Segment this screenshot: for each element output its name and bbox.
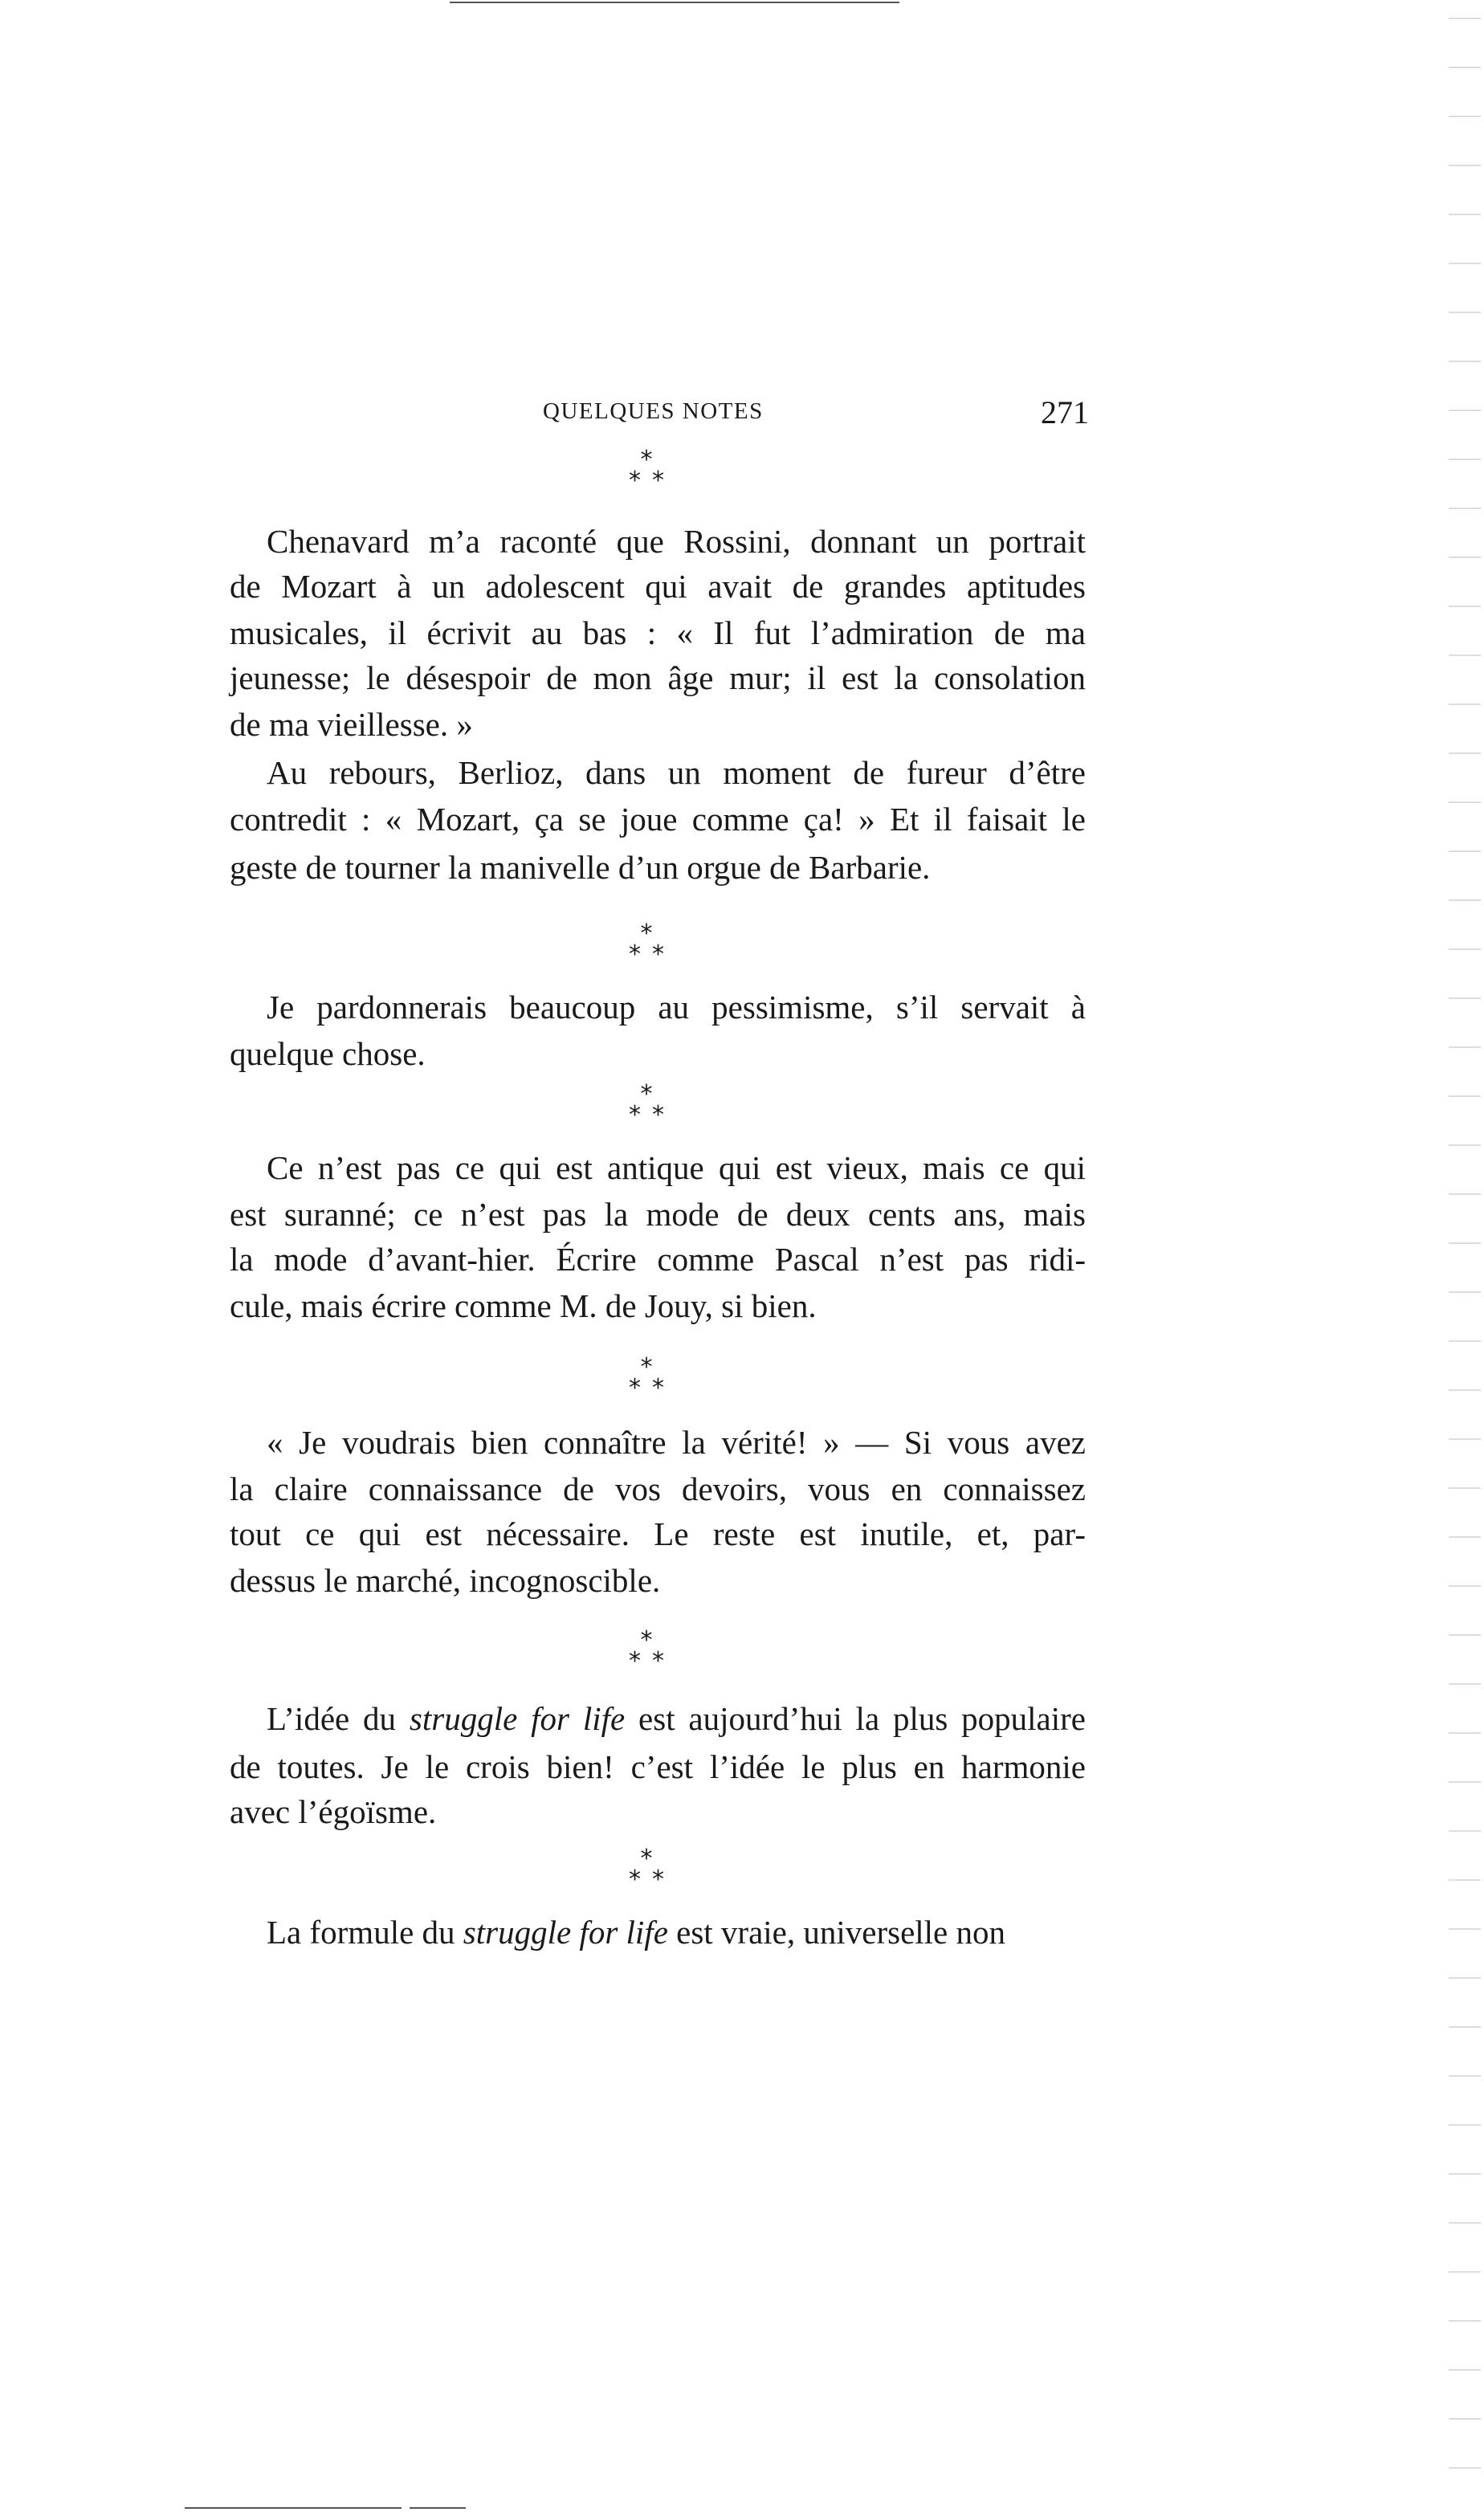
scan-edge-noise [1449, 0, 1481, 2512]
asterism-top: * [640, 920, 653, 948]
paragraph-line [230, 703, 1086, 746]
text-run: avec l’égoïsme. [230, 1793, 437, 1830]
text-run: L’idée du [267, 1700, 410, 1737]
paragraph-line [230, 797, 1086, 841]
paragraph-line [230, 846, 1086, 889]
top-scan-rule [450, 2, 899, 3]
asterism-star: * [652, 1101, 664, 1129]
text-run: est suranné; ce n’est pas la mode de deux cents ans, mais [230, 1196, 1086, 1233]
section-separator [610, 1080, 683, 1129]
asterism-top: * [640, 446, 653, 474]
italic-phrase: struggle for life [409, 1700, 626, 1737]
asterism-star: * [652, 467, 664, 495]
text-run: dessus le marché, incognoscible. [230, 1562, 661, 1599]
asterism-star: * [629, 1866, 641, 1894]
paragraph-line [230, 1512, 1086, 1556]
asterism-bottom [610, 1374, 683, 1402]
asterism-star: * [629, 1647, 641, 1675]
asterism-bottom [610, 940, 683, 969]
paragraph-line [267, 1911, 1086, 1954]
text-run: la mode d’avant-hier. Écrire comme Pascal n’est pas ridi- [230, 1241, 1086, 1278]
paragraph-line [230, 1467, 1086, 1511]
asterism-star: * [652, 1374, 664, 1402]
text-run: de ma vieillesse. » [230, 706, 473, 743]
paragraph-line [230, 1790, 1086, 1833]
paragraph-line [230, 1745, 1086, 1788]
asterism-bottom [610, 1647, 683, 1675]
asterism-bottom [610, 1101, 683, 1129]
running-header: QUELQUES NOTES [543, 398, 764, 424]
asterism-top: * [640, 1353, 653, 1381]
page-number: 271 [1041, 394, 1089, 430]
paragraph-line [230, 611, 1086, 655]
paragraph-line [230, 656, 1086, 699]
text-run: tout ce qui est nécessaire. Le reste est inutile, et, par- [230, 1515, 1086, 1552]
bottom-scan-rule [410, 2507, 466, 2509]
paragraph-line [230, 1284, 1086, 1327]
paragraph-line [267, 1146, 1086, 1189]
bottom-scan-rule [185, 2507, 402, 2509]
asterism-star: * [629, 940, 641, 969]
paragraph-line [230, 1032, 1086, 1075]
text-run: est aujourd’hui la plus populaire [625, 1700, 1086, 1737]
text-run: musicales, il écrivit au bas : « Il fut l’admiration de ma [230, 614, 1086, 651]
paragraph-line [267, 751, 1086, 794]
text-run: de Mozart à un adolescent qui avait de grandes aptitudes [230, 568, 1086, 605]
text-run: est vraie, universelle non [667, 1914, 1006, 1951]
paragraph-line [267, 520, 1086, 563]
text-run: de toutes. Je le crois bien! c’est l’idée le plus en harmonie [230, 1748, 1086, 1785]
text-run: Chenavard m’a raconté que Rossini, donnant un portrait [267, 523, 1086, 560]
section-separator [610, 1353, 683, 1402]
italic-phrase: struggle for life [463, 1914, 668, 1951]
asterism-top: * [640, 1080, 653, 1108]
asterism-star: * [652, 1866, 664, 1894]
asterism-bottom [610, 1866, 683, 1894]
text-run: quelque chose. [230, 1035, 426, 1072]
paragraph-line [230, 1193, 1086, 1236]
text-run: geste de tourner la manivelle d’un orgue de Barbarie. [230, 849, 931, 886]
paragraph-line [230, 565, 1086, 608]
paragraph-line [267, 985, 1086, 1029]
asterism-star: * [652, 940, 664, 969]
text-run: La formule du [267, 1914, 463, 1951]
text-run: Ce n’est pas ce qui est antique qui est vieux, mais ce qui [267, 1149, 1086, 1186]
asterism-star: * [629, 467, 641, 495]
text-run: Je pardonnerais beaucoup au pessimisme, s’il servait à [267, 989, 1086, 1026]
paragraph-line [267, 1421, 1086, 1464]
text-run: Au rebours, Berlioz, dans un moment de fureur d’être [267, 754, 1086, 791]
text-run: contredit : « Mozart, ça se joue comme ça! » Et il faisait le [230, 801, 1086, 838]
paragraph-line [230, 1559, 1086, 1602]
text-run: jeunesse; le désespoir de mon âge mur; il est la consolation [230, 659, 1086, 696]
asterism-top: * [640, 1626, 653, 1654]
text-run: la claire connaissance de vos devoirs, vous en connaissez [230, 1470, 1086, 1507]
asterism-bottom [610, 467, 683, 495]
asterism-star: * [629, 1101, 641, 1129]
asterism-star: * [652, 1647, 664, 1675]
asterism-top: * [640, 1845, 653, 1873]
paragraph-line [267, 1697, 1086, 1740]
section-separator [610, 1845, 683, 1894]
text-run: cule, mais écrire comme M. de Jouy, si bien. [230, 1287, 817, 1324]
paragraph-line [230, 1238, 1086, 1281]
section-separator [610, 1626, 683, 1675]
section-separator [610, 446, 683, 495]
asterism-star: * [629, 1374, 641, 1402]
section-separator [610, 920, 683, 969]
text-run: « Je voudrais bien connaître la vérité! » — Si vous avez [267, 1424, 1086, 1461]
